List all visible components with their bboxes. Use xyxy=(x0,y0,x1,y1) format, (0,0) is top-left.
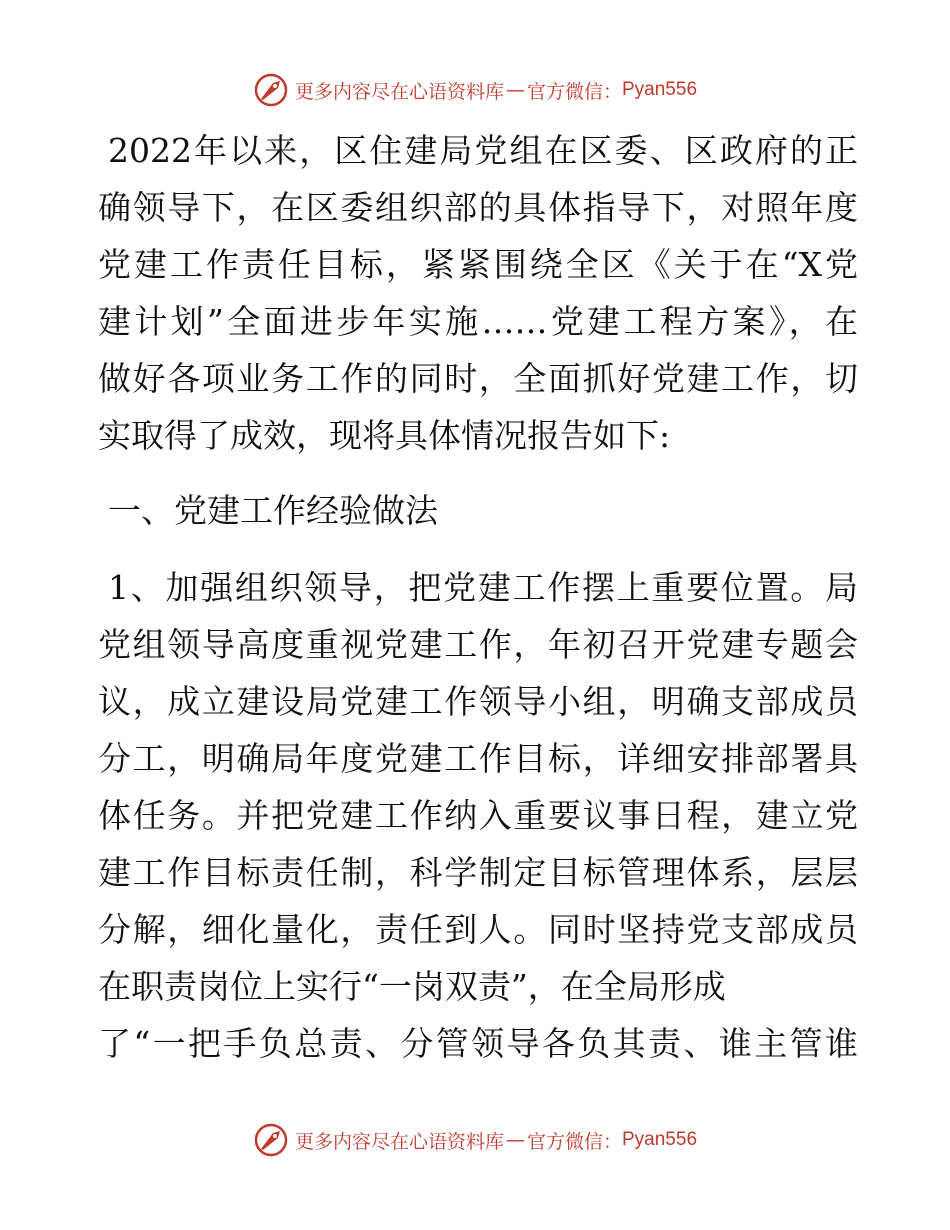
body-line: 分工，明确局年度党建工作目标，详细安排部署具 xyxy=(98,739,858,778)
watermark-footer xyxy=(0,1120,950,1160)
body-line: 2022年以来，区住建局党组在区委、区政府的正 xyxy=(108,131,858,170)
watermark-brand-text: 更多内容尽在心语资料库 xyxy=(294,1130,504,1153)
body-line: 实取得了成效，现将具体情况报告如下: xyxy=(98,416,671,455)
body-line: 在职责岗位上实行“一岗双责”，在全局形成 xyxy=(98,967,726,1006)
section-heading: 一、党建工作经验做法 xyxy=(108,491,438,530)
body-line: 分解，细化量化，责任到人。同时坚持党支部成员 xyxy=(98,910,858,949)
watermark-contact-label: 官方微信： xyxy=(526,80,622,103)
pen-nib-logo-icon xyxy=(253,1122,289,1158)
watermark-contact-id: Pyan556 xyxy=(622,79,698,100)
body-line: 党组领导高度重视党建工作，年初召开党建专题会 xyxy=(98,625,858,664)
body-line: 党建工作责任目标，紧紧围绕全区《关于在“X党 xyxy=(98,245,858,284)
body-line: 了“一把手负总责、分管领导各负其责、谁主管谁 xyxy=(98,1024,858,1063)
body-line: 做好各项业务工作的同时，全面抓好党建工作，切 xyxy=(98,359,858,398)
watermark-contact-label: 官方微信： xyxy=(526,1130,622,1153)
body-line: 确领导下，在区委组织部的具体指导下，对照年度 xyxy=(98,188,858,227)
body-line: 建计划”全面进步年实施……党建工程方案》，在 xyxy=(98,302,858,341)
body-line: 议，成立建设局党建工作领导小组，明确支部成员 xyxy=(98,682,858,721)
watermark-contact-id: Pyan556 xyxy=(622,1129,698,1150)
pen-nib-logo-icon xyxy=(253,72,289,108)
body-line: 建工作目标责任制，科学制定目标管理体系，层层 xyxy=(98,853,858,892)
document-body xyxy=(98,122,858,1072)
watermark-header xyxy=(0,70,950,110)
watermark-separator: — xyxy=(505,79,525,101)
watermark-separator: — xyxy=(505,1129,525,1151)
watermark-brand-text: 更多内容尽在心语资料库 xyxy=(294,80,504,103)
body-line: 体任务。并把党建工作纳入重要议事日程，建立党 xyxy=(98,796,858,835)
body-line: 1、加强组织领导，把党建工作摆上重要位置。局 xyxy=(108,568,858,607)
